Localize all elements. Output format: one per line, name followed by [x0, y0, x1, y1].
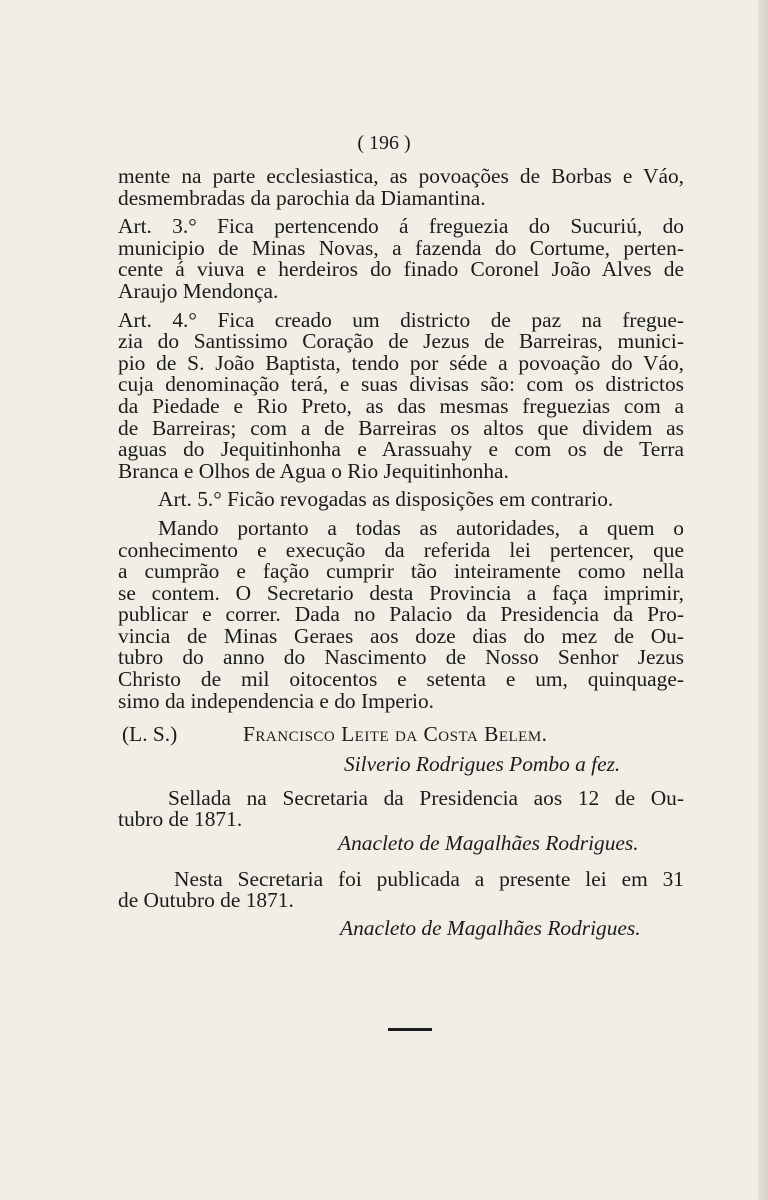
text-line: tubro do anno do Nascimento de Nosso Senhor Jezus: [118, 645, 684, 670]
text-line: Sellada na Secretaria da Presidencia aos 12 de Ou-: [168, 785, 684, 810]
page-text: [118, 166, 684, 939]
sellada-paragraph: [118, 785, 684, 832]
made-by-line: Silverio Rodrigues Pombo a fez.: [344, 752, 621, 777]
text-line: zia do Santissimo Coração de Jezus de Barreiras, munici-: [118, 329, 684, 354]
text-line: Christo de mil oitocentos e setenta e um, quinquage-: [118, 667, 684, 692]
article-5: [118, 489, 684, 511]
nesta-paragraph: [118, 866, 684, 913]
text-line: Art. 4.° Fica creado um districto de paz na fregue-: [118, 307, 684, 332]
page-number: ( 196 ): [357, 132, 411, 154]
text-line: Nesta Secretaria foi publicada a presente lei em 31: [174, 866, 684, 891]
text-line: Araujo Mendonça.: [118, 278, 279, 303]
paragraph-continuation: [118, 166, 684, 209]
article-4: [118, 307, 684, 483]
text-line: desmembradas da parochia da Diamantina.: [118, 185, 486, 210]
text-line: conhecimento e execução da referida lei pertencer, que: [118, 537, 684, 562]
text-line: mente na parte ecclesiastica, as povoações de Borbas e Váo,: [118, 164, 684, 188]
text-line: aguas do Jequitinhonha e Arassuahy e com os de Terra: [118, 437, 684, 462]
text-line: vincia de Minas Geraes aos doze dias do mez de Ou-: [118, 623, 684, 648]
text-line: tubro de 1871.: [118, 807, 243, 832]
mando-paragraph: [118, 515, 684, 713]
text-line: da Piedade e Rio Preto, as das mesmas freguezias com a: [118, 393, 684, 418]
text-line: Art. 5.° Ficão revogadas as disposições em contrario.: [158, 487, 614, 512]
seal-mark: (L. S.): [122, 722, 178, 747]
text-line: pio de S. João Baptista, tendo por séde a povoação do Váo,: [118, 350, 684, 375]
text-line: cuja denominação terá, e suas divisas são: com os districtos: [118, 372, 684, 397]
signature-anacleto-1: Anacleto de Magalhães Rodrigues.: [338, 831, 639, 856]
text-line: cente á viuva e herdeiros do finado Coronel João Alves de: [118, 257, 684, 282]
signature-row: [118, 724, 684, 752]
text-line: Branca e Olhos de Agua o Rio Jequitinhonha.: [118, 458, 509, 483]
text-line: simo da independencia e do Imperio.: [118, 688, 435, 713]
text-line: publicar e correr. Dada no Palacio da Presidencia da Pro-: [118, 602, 684, 627]
text-line: municipio de Minas Novas, a fazenda do Cortume, perten-: [118, 235, 684, 260]
text-line: Art. 3.° Fica pertencendo á freguezia do Sucuriú, do: [118, 214, 684, 239]
text-line: de Outubro de 1871.: [118, 888, 294, 913]
signature-anacleto-2: Anacleto de Magalhães Rodrigues.: [340, 915, 641, 940]
text-line: Mando portanto a todas as autoridades, a quem o: [158, 515, 684, 540]
text-line: de Barreiras; com a de Barreiras os altos que dividem as: [118, 415, 684, 440]
signatory-name: Francisco Leite da Costa Belem.: [243, 722, 548, 747]
closing-rule: [388, 1028, 432, 1031]
page-edge: [758, 0, 768, 1200]
text-line: a cumprão e fação cumprir tão inteiramente como nella: [118, 559, 684, 584]
article-3: [118, 216, 684, 302]
text-line: se contem. O Secretario desta Provincia a faça imprimir,: [118, 580, 684, 605]
